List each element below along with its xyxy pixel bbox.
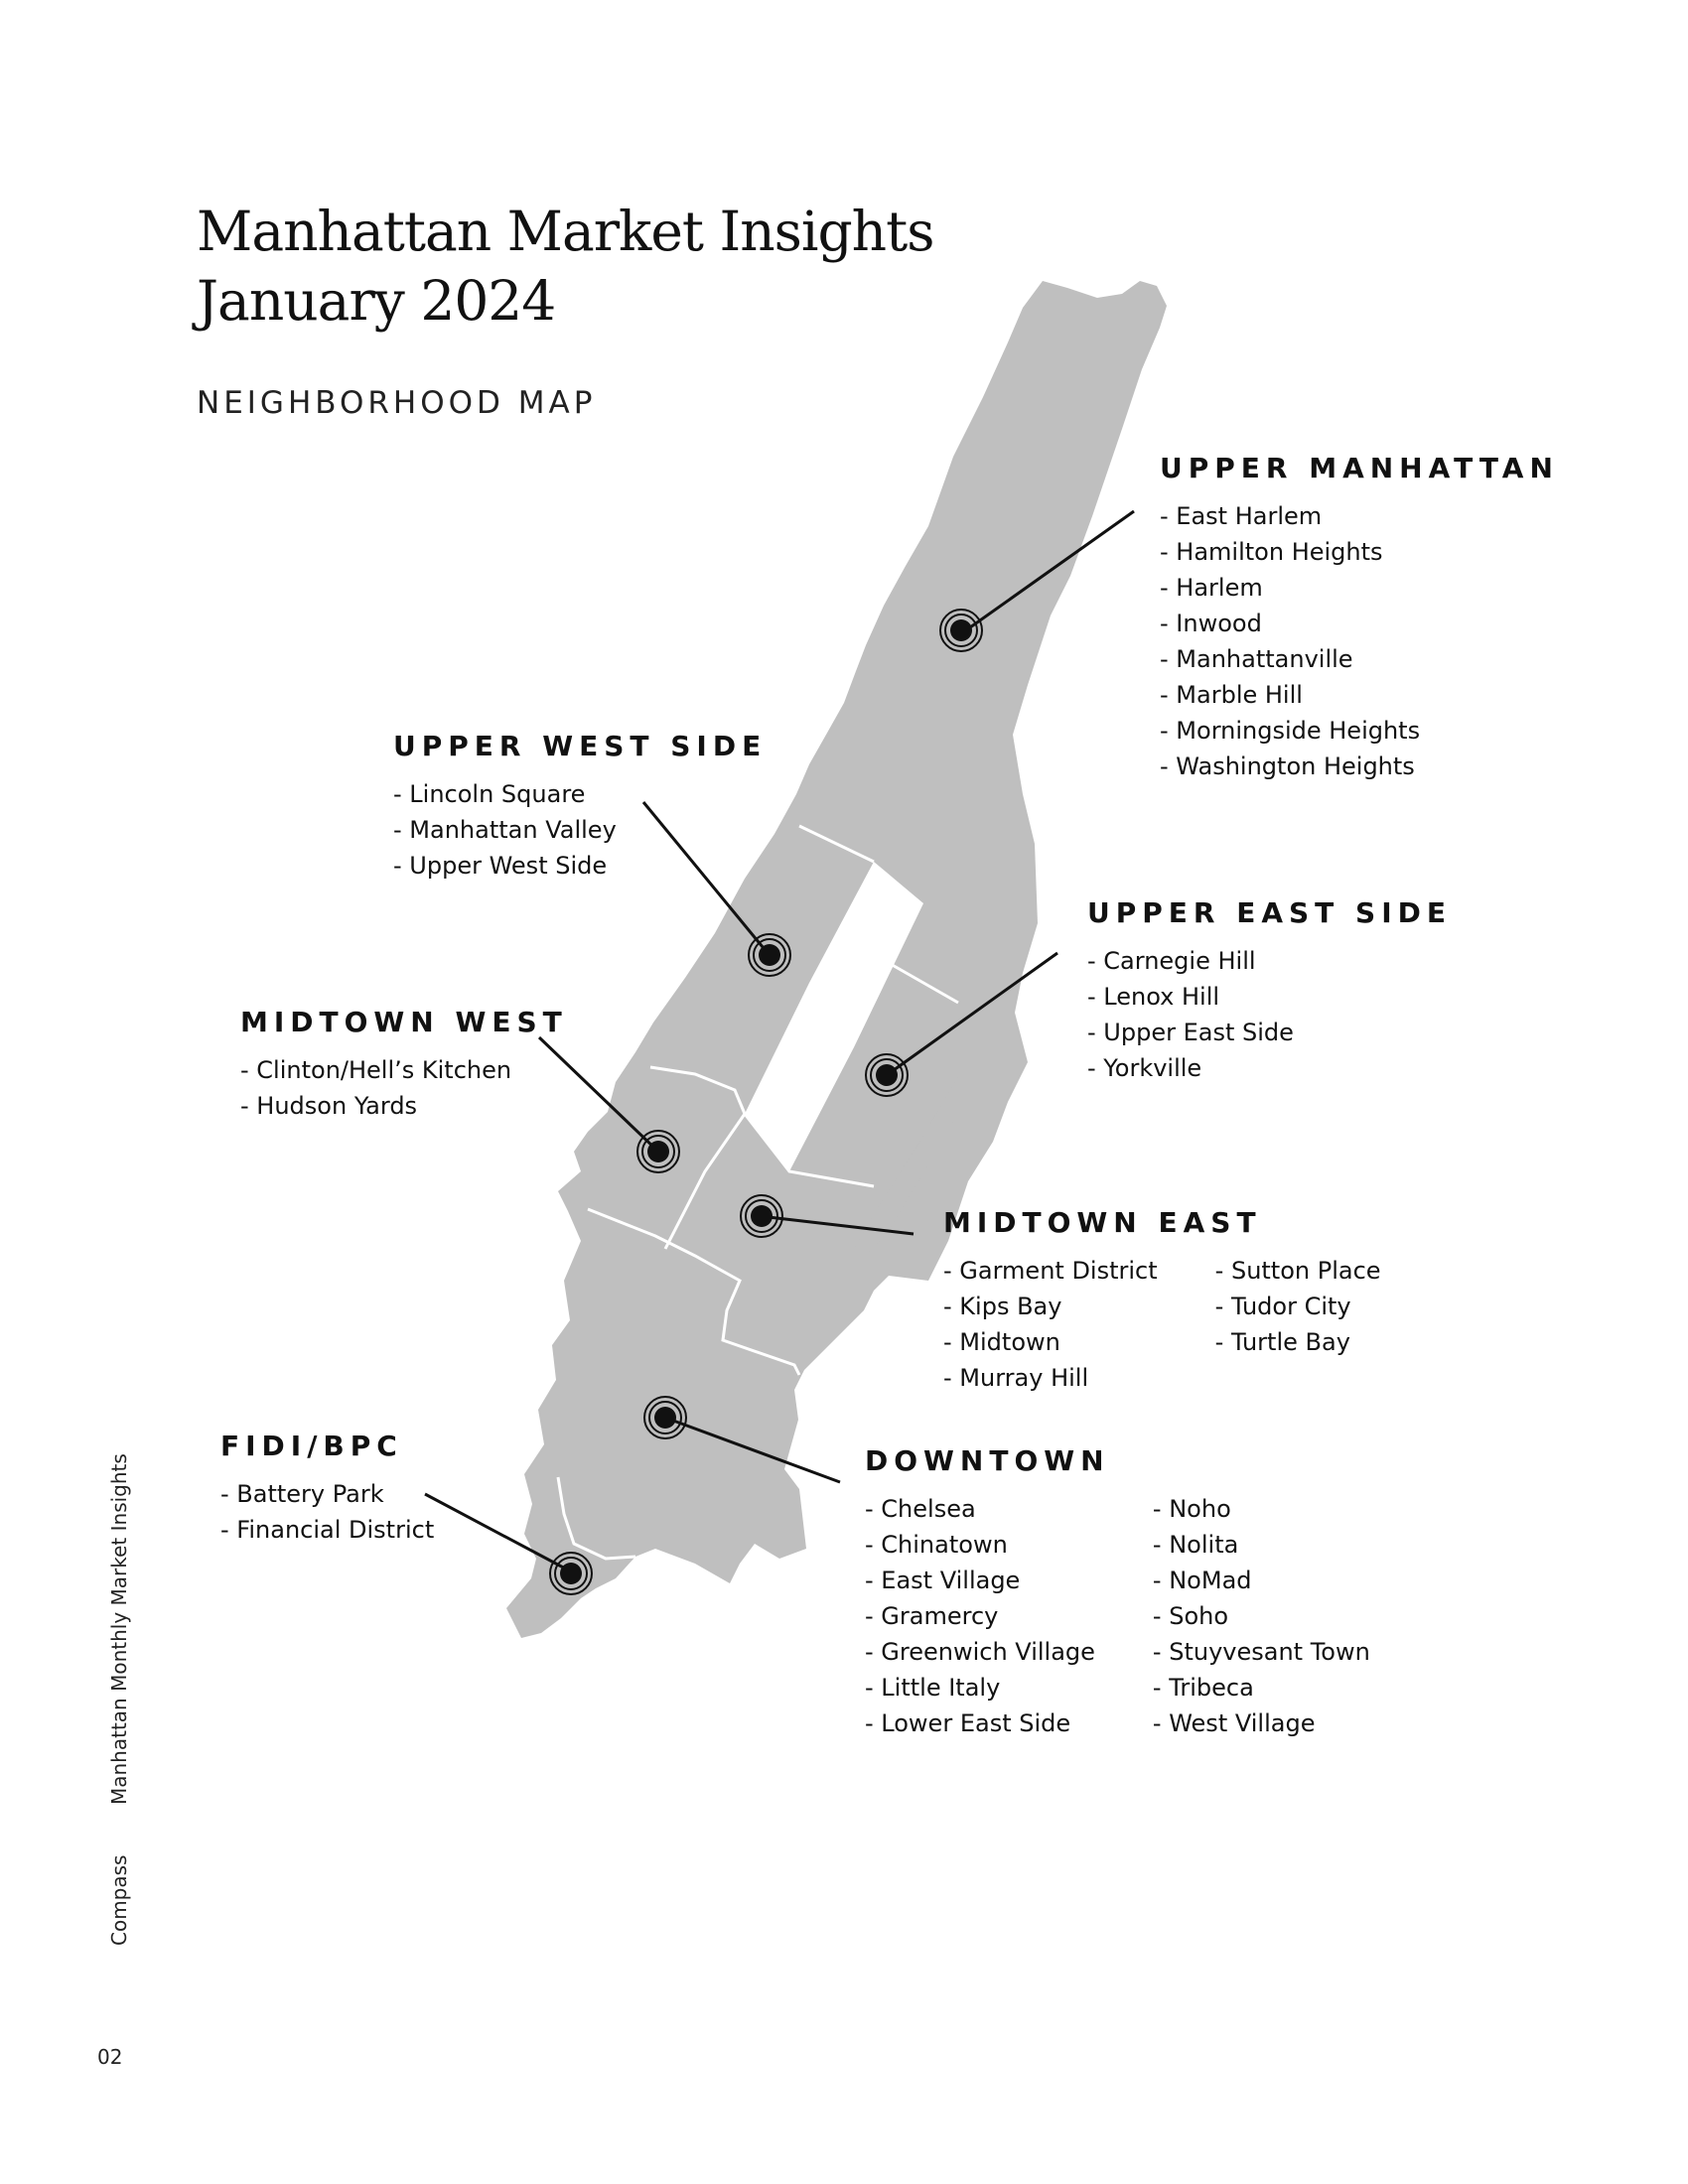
neighborhood-item: - Noho (1153, 1491, 1370, 1527)
neighborhood-item: - Midtown (943, 1324, 1158, 1360)
region-upper-east-side (1087, 896, 1452, 1086)
neighborhood-column (943, 1253, 1158, 1396)
neighborhood-item: - Washington Heights (1160, 749, 1420, 784)
region-title: UPPER WEST SIDE (393, 730, 768, 762)
region-neighborhoods (1160, 498, 1559, 784)
neighborhood-column (220, 1476, 434, 1548)
region-neighborhoods (1087, 943, 1452, 1086)
neighborhood-item: - Soho (1153, 1598, 1370, 1634)
neighborhood-item: - Stuyvesant Town (1153, 1634, 1370, 1670)
region-title: MIDTOWN EAST (943, 1206, 1262, 1239)
title-line-2: January 2024 (197, 269, 556, 333)
neighborhood-item: - Turtle Bay (1215, 1324, 1381, 1360)
neighborhood-item: - Marble Hill (1160, 677, 1420, 713)
neighborhood-item: - NoMad (1153, 1563, 1370, 1598)
neighborhood-column (1153, 1491, 1370, 1741)
neighborhood-item: - Carnegie Hill (1087, 943, 1294, 979)
neighborhood-item: - Murray Hill (943, 1360, 1158, 1396)
region-title: UPPER EAST SIDE (1087, 896, 1452, 929)
page-number: 02 (97, 2045, 123, 2069)
region-neighborhoods (220, 1476, 434, 1548)
neighborhood-item: - Greenwich Village (865, 1634, 1095, 1670)
neighborhood-item: - Sutton Place (1215, 1253, 1381, 1289)
neighborhood-item: - Tudor City (1215, 1289, 1381, 1324)
neighborhood-item: - Hamilton Heights (1160, 534, 1420, 570)
neighborhood-item: - Morningside Heights (1160, 713, 1420, 749)
title-line-1: Manhattan Market Insights (197, 200, 934, 263)
neighborhood-item: - Clinton/Hell’s Kitchen (240, 1052, 511, 1088)
region-title: UPPER MANHATTAN (1160, 452, 1559, 484)
neighborhood-item: - Financial District (220, 1512, 434, 1548)
region-title: FIDI/BPC (220, 1430, 403, 1462)
region-neighborhoods (240, 1052, 568, 1124)
neighborhood-item: - East Village (865, 1563, 1095, 1598)
region-upper-manhattan (1160, 452, 1559, 784)
neighborhood-column (1160, 498, 1420, 784)
neighborhood-item: - Hudson Yards (240, 1088, 511, 1124)
neighborhood-item: - Upper West Side (393, 848, 617, 884)
neighborhood-item: - Lincoln Square (393, 776, 617, 812)
neighborhood-item: - Chelsea (865, 1491, 1095, 1527)
neighborhood-column (240, 1052, 511, 1124)
side-brand-name: Compass (107, 1854, 131, 1946)
region-title: DOWNTOWN (865, 1444, 1110, 1477)
neighborhood-item: - West Village (1153, 1706, 1370, 1741)
neighborhood-item: - Kips Bay (943, 1289, 1158, 1324)
neighborhood-item: - Garment District (943, 1253, 1158, 1289)
neighborhood-item: - Yorkville (1087, 1050, 1294, 1086)
neighborhood-item: - Gramercy (865, 1598, 1095, 1634)
neighborhood-item: - Chinatown (865, 1527, 1095, 1563)
neighborhood-item: - East Harlem (1160, 498, 1420, 534)
neighborhood-item: - Lenox Hill (1087, 979, 1294, 1015)
region-midtown-west (240, 1006, 568, 1124)
region-midtown-east (943, 1206, 1381, 1396)
page-subtitle: NEIGHBORHOOD MAP (197, 385, 597, 421)
neighborhood-item: - Manhattan Valley (393, 812, 617, 848)
region-upper-west-side (393, 730, 767, 884)
neighborhood-item: - Inwood (1160, 606, 1420, 641)
neighborhood-column (1215, 1253, 1381, 1396)
region-title: MIDTOWN WEST (240, 1006, 568, 1038)
region-neighborhoods (943, 1253, 1381, 1396)
neighborhood-item: - Little Italy (865, 1670, 1095, 1706)
neighborhood-column (1087, 943, 1294, 1086)
neighborhood-column (865, 1491, 1095, 1741)
region-neighborhoods (865, 1491, 1370, 1741)
neighborhood-item: - Battery Park (220, 1476, 434, 1512)
region-fidi-bpc (220, 1430, 434, 1548)
neighborhood-item: - Harlem (1160, 570, 1420, 606)
neighborhood-item: - Lower East Side (865, 1706, 1095, 1741)
region-neighborhoods (393, 776, 767, 884)
neighborhood-item: - Manhattanville (1160, 641, 1420, 677)
neighborhood-column (393, 776, 617, 884)
region-downtown (865, 1444, 1370, 1741)
neighborhood-item: - Tribeca (1153, 1670, 1370, 1706)
neighborhood-item: - Nolita (1153, 1527, 1370, 1563)
side-publication-title: Manhattan Monthly Market Insights (107, 1453, 131, 1805)
neighborhood-item: - Upper East Side (1087, 1015, 1294, 1050)
